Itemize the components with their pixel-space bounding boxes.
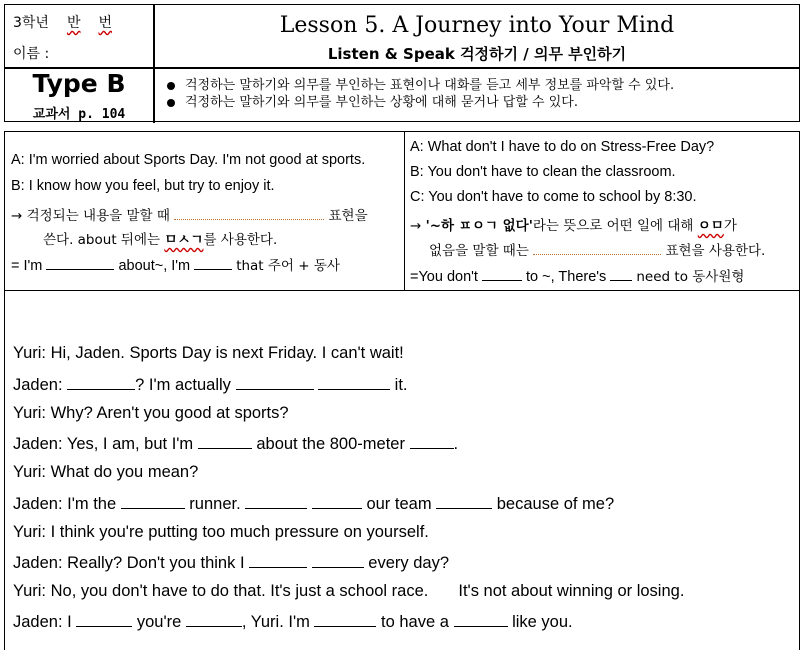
lesson-subtitle: Listen & Speak 걱정하기 / 의무 부인하기 [327, 45, 627, 63]
dialogue-line: Yuri: I think you're putting too much pressure on yourself. [13, 523, 429, 541]
bullet-icon [167, 99, 175, 107]
dialogue-line: Jaden: Really? Don't you think I every day? [13, 554, 450, 572]
rule-line: → '~하 ㅍㅇㄱ 없다'라는 뜻으로 어떤 일에 대해 ㅇㅁ가 [410, 218, 737, 234]
learning-goals [167, 77, 674, 111]
name-label: 이름 : [13, 46, 50, 62]
example-line-a: A: I'm worried about Sports Day. I'm not good at sports. [11, 152, 366, 168]
header-table [4, 4, 800, 122]
fill-blank[interactable] [610, 267, 632, 281]
fill-blank[interactable] [436, 493, 492, 509]
fill-blank[interactable] [312, 493, 362, 509]
fill-blank[interactable] [533, 241, 661, 255]
fill-blank[interactable] [482, 267, 522, 281]
lesson-title: Lesson 5. A Journey into Your Mind [279, 13, 675, 38]
dialogue-line: Yuri: Why? Aren't you good at sports? [13, 404, 289, 422]
fill-blank[interactable] [121, 493, 185, 509]
example-line-c: C: You don't have to come to school by 8:30. [410, 189, 697, 205]
dialogue-line: Yuri: Hi, Jaden. Sports Day is next Friday. I can't wait! [13, 344, 404, 362]
class-info [13, 12, 112, 32]
rule-line-2: 쓴다. about 뒤에는 ㅁㅅㄱ를 사용한다. [43, 232, 278, 248]
dialogue-line: Jaden: I you're , Yuri. I'm to have a like you. [13, 613, 573, 631]
fill-blank[interactable] [194, 256, 232, 270]
type-label: Type B [32, 69, 126, 98]
example-line-b: B: You don't have to clean the classroom. [410, 164, 676, 180]
goal-item: 걱정하는 말하기와 의무를 부인하는 상황에 대해 묻거나 답할 수 있다. [167, 94, 674, 111]
rule-line: → 걱정되는 내용을 말할 때 표현을 [11, 208, 368, 224]
dialogue-line: Jaden: I'm the runner. our team because of me? [13, 495, 615, 513]
hint-initials: '~하 ㅍㅇㄱ 없다' [425, 218, 533, 234]
fill-blank[interactable] [186, 611, 242, 627]
fill-blank[interactable] [236, 374, 314, 390]
formula-line: =You don't to ~, There's need to 동사원형 [410, 269, 745, 285]
rule-line-2: 없음을 말할 때는 표현을 사용한다. [429, 243, 766, 259]
fill-blank[interactable] [76, 611, 132, 627]
dialogue-line: Jaden: Yes, I am, but I'm about the 800-meter . [13, 435, 459, 453]
fill-blank[interactable] [454, 611, 508, 627]
dialogue-line: Yuri: What do you mean? [13, 463, 199, 481]
fill-blank[interactable] [249, 552, 307, 568]
page-reference: 교과서 p. 104 [32, 107, 126, 122]
bullet-icon [167, 82, 175, 90]
dialogue-section [4, 290, 800, 650]
hint-initials: ㅁㅅㄱ [164, 232, 204, 248]
goal-item: 걱정하는 말하기와 의무를 부인하는 표현이나 대화를 듣고 세부 정보를 파악할 수 있다. [167, 77, 674, 94]
fill-blank[interactable] [174, 206, 324, 220]
fill-blank[interactable] [318, 374, 390, 390]
fill-blank[interactable] [46, 256, 114, 270]
fill-blank[interactable] [67, 374, 135, 390]
grade-label: 3학년 [13, 15, 49, 31]
fill-blank[interactable] [312, 552, 364, 568]
class-label: 반 [66, 15, 81, 31]
obligation-expression-box [404, 131, 800, 291]
fill-blank[interactable] [410, 433, 454, 449]
example-line-b: B: I know how you feel, but try to enjoy it. [11, 178, 275, 194]
formula-line: = I'm about~, I'm that 주어 + 동사 [11, 258, 340, 274]
worry-expression-box [4, 131, 404, 291]
fill-blank[interactable] [198, 433, 252, 449]
dialogue-line: Yuri: No, you don't have to do that. It's just a school race. It's not about winning or losing. [13, 582, 685, 600]
example-line-a: A: What don't I have to do on Stress-Free Day? [410, 139, 715, 155]
fill-blank[interactable] [314, 611, 376, 627]
hint-initials-2: ㅇㅁ [697, 218, 724, 234]
number-label: 번 [98, 15, 113, 31]
fill-blank[interactable] [245, 493, 307, 509]
dialogue-line: Jaden: ? I'm actually it. [13, 376, 408, 394]
